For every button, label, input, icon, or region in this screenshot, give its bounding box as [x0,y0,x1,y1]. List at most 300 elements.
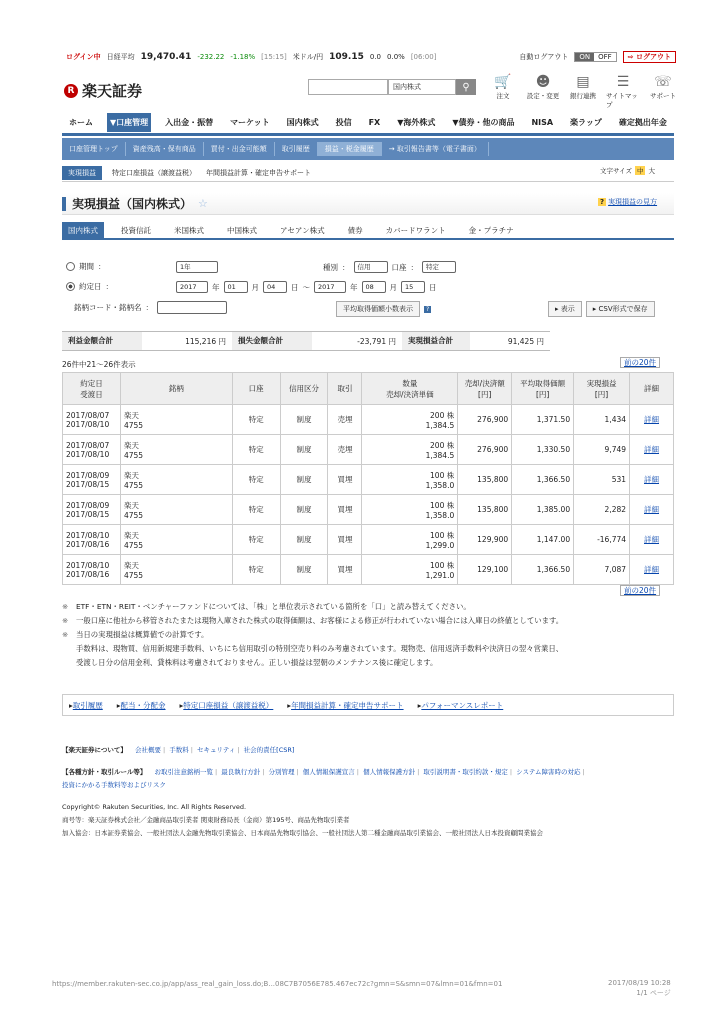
detail-link[interactable]: 詳細 [630,495,674,525]
table-row [63,435,674,465]
th-account: 口座 [232,373,280,405]
font-size-label: 文字サイズ [600,167,632,175]
fx-label: 米ドル/円 [292,53,324,61]
footer-link[interactable]: 会社概要 [134,746,161,754]
decimal-display-button[interactable]: 平均取得価額小数表示 [336,301,420,317]
note-bullet: ※ [62,630,69,639]
main-nav [62,112,674,136]
stock-name: 楽天 [123,560,139,570]
tab-gold[interactable]: 金・プラチナ [468,225,514,235]
totals-bar [62,331,550,351]
nav-dc-pension[interactable]: 確定拠出年金 [618,118,667,127]
prev-page-link[interactable]: 前の20件 [620,357,660,368]
profit-value: 115,216 円 [185,336,226,346]
th-kind: 取引 [328,373,362,405]
footer-link[interactable]: 分別管理 [268,768,295,776]
order-button[interactable] [486,74,520,109]
type-label: 種別 [323,262,338,272]
profit-label: 利益金額合計 [62,332,142,350]
detail-link[interactable]: 詳細 [630,405,674,435]
product-tabs [62,222,674,240]
help-icon[interactable]: ? [426,305,430,313]
period-select[interactable]: 1年 [176,261,218,273]
cell-kind: 買埋 [328,495,362,525]
nav-home[interactable]: ホーム [69,118,93,127]
note-item [62,600,674,614]
link-label: パフォーマンスレポート [421,700,504,710]
account-select[interactable]: 特定 [422,261,456,273]
table-header [63,373,674,405]
cell-pl: -16,774 [574,525,630,555]
user-icon: ☻ [535,74,551,90]
trade-date: 2017/08/09 [66,500,110,510]
link-label: 配当・分配金 [120,700,166,710]
brand-name: 楽天証券 [82,82,143,100]
period-radio[interactable] [66,262,75,271]
cell-name [120,465,232,495]
fx-change: 0.0 [369,53,382,61]
cell-dates [63,495,121,525]
stock-code: 4755 [123,570,144,580]
cell-account: 特定 [232,495,280,525]
link-dividends[interactable]: ▸配当・分配金 [116,700,166,710]
footer-link[interactable]: 最良執行方針 [221,768,261,776]
sep: | [509,768,513,776]
th-price: 売却/決済単価 [386,389,434,399]
sitemap-button[interactable] [606,74,640,109]
thirdnav-annual[interactable]: 年間損益計算・確定申告サポート [206,168,311,177]
thirdnav-tokutei[interactable]: 特定口座損益（譲渡益税） [112,168,196,177]
cell-avg: 1,366.50 [512,465,574,495]
th-dates [63,373,121,405]
sep: | [262,768,265,776]
cell-pl: 2,282 [574,495,630,525]
page-title: 実現損益（国内株式） [72,197,193,211]
bank-button[interactable] [566,74,600,109]
th-name: 銘柄 [120,373,232,405]
to-month[interactable]: 08 [362,281,386,293]
stock-name: 楽天 [123,470,139,480]
cell-avg: 1,330.50 [512,435,574,465]
prev-page-link[interactable]: 前の20件 [620,585,660,596]
day-unit: 日 [291,282,299,292]
settle-date: 2017/08/10 [66,449,110,459]
stock-name: 楽天 [123,440,139,450]
footer-about [62,744,674,757]
date-range [176,281,437,293]
detail-link[interactable]: 詳細 [630,465,674,495]
support-button[interactable] [646,74,680,109]
colon: ： [105,282,113,291]
header-icons [486,74,680,109]
th-qty-price [362,373,458,405]
cell-qty-price [362,435,458,465]
bank-label: 銀行連携 [570,92,596,100]
detail-link[interactable]: 詳細 [630,555,674,585]
sep: | [214,768,218,776]
fx-pct: 0.0% [387,53,405,61]
cell-account: 特定 [232,525,280,555]
nikkei-change: -232.22 [197,53,225,61]
stock-name: 楽天 [123,410,139,420]
stock-code: 4755 [123,510,144,520]
code-input[interactable] [157,301,227,314]
trade-date: 2017/08/07 [66,410,110,420]
tab-warrant[interactable]: カバードワラント [385,225,446,235]
loss-label: 損失金額合計 [232,332,312,350]
nav-market[interactable]: マーケット [230,118,270,127]
note-bullet: ※ [62,616,69,625]
cell-dates [63,435,121,465]
related-links [62,694,674,716]
note-item [62,642,674,656]
nikkei-time: [15:15] [261,53,287,61]
nav-funds[interactable]: 投信 [335,118,352,127]
qty: 200 株 [430,440,455,450]
link-annual[interactable]: ▸年間損益計算・確定申告サポート [287,700,404,710]
thirdnav-realized[interactable]: 実現損益 [62,166,102,180]
cell-name [120,495,232,525]
from-year[interactable]: 2017 [176,281,208,293]
subnav-buying-power[interactable]: 買付・出金可能額 [204,142,275,156]
fx-time: [06:00] [410,53,437,61]
cell-pl: 9,749 [574,435,630,465]
type-select[interactable]: 信用 [354,261,388,273]
cell-kind: 売埋 [328,435,362,465]
order-label: 注文 [496,92,510,100]
th-pl [574,373,630,405]
footer [62,744,674,840]
nav-rakuwrap[interactable]: 楽ラップ [570,118,602,127]
note-indent [62,642,70,656]
cell-account: 特定 [232,405,280,435]
tab-china[interactable]: 中国株式 [227,225,257,235]
sep: | [417,768,420,776]
cell-pl: 1,434 [574,405,630,435]
from-day[interactable]: 04 [263,281,287,293]
sep: | [356,768,359,776]
stock-name: 楽天 [123,530,139,540]
settle-date: 2017/08/16 [66,539,110,549]
footer-link[interactable]: 手数料 [169,746,189,754]
cell-kind: 買埋 [328,555,362,585]
auto-logout-label: 自動ログアウト [519,53,569,61]
nikkei-label: 日経平均 [106,53,135,61]
third-nav [62,164,674,182]
prev-page-bottom[interactable] [620,585,660,596]
help-icon: ? [600,198,605,206]
price: 1,299.0 [425,540,455,550]
nikkei-pct: -1.18% [230,53,256,61]
footer-link[interactable]: 社会的責任[CSR] [243,746,295,754]
tab-asean[interactable]: アセアン株式 [280,225,325,235]
detail-link[interactable]: 詳細 [630,435,674,465]
search-input[interactable] [308,79,388,95]
date-radio[interactable] [66,282,75,291]
qty: 100 株 [430,530,455,540]
cell-dates [63,555,121,585]
login-status: ログイン中 [66,53,101,61]
howto-label: 実現損益の見方 [608,198,658,206]
qty: 200 株 [430,410,455,420]
nav-domestic-stock[interactable]: 国内株式 [286,118,319,127]
subnav-reports[interactable]: → 取引報告書等（電子書面） [382,142,489,156]
to-day[interactable]: 15 [401,281,425,293]
settle-date: 2017/08/15 [66,509,110,519]
trade-date: 2017/08/10 [66,530,110,540]
th-detail: 詳細 [630,373,674,405]
cell-qty-price [362,555,458,585]
nav-deposit[interactable]: 入出金・振替 [165,118,214,127]
cell-amount: 129,900 [458,525,512,555]
link-performance[interactable]: ▸パフォーマンスレポート [417,700,504,710]
cell-kind: 売埋 [328,405,362,435]
footer-link[interactable]: 個人情報保護宣言 [302,768,355,776]
colon: ： [145,303,153,312]
period-row [66,261,106,272]
qty: 100 株 [430,500,455,510]
footer-link[interactable]: 個人情報保護方針 [363,768,416,776]
cell-margin: 制度 [280,465,328,495]
th-yen: [円] [594,389,609,399]
notes [62,600,674,670]
link-tokutei[interactable]: ▸特定口座損益（譲渡益税） [179,700,274,710]
title-accent [62,197,66,211]
table-row [63,405,674,435]
month-unit: 月 [389,282,397,292]
nav-nisa[interactable]: NISA [531,118,554,127]
th-pl-label: 実現損益 [586,378,617,388]
cell-name [120,405,232,435]
qty: 100 株 [430,470,455,480]
cell-avg: 1,385.00 [512,495,574,525]
cell-amount: 276,900 [458,435,512,465]
cell-account: 特定 [232,435,280,465]
cell-account: 特定 [232,555,280,585]
account-label: 口座 [391,262,407,272]
cell-avg: 1,371.50 [512,405,574,435]
realized-value: 91,425 円 [507,336,544,346]
trade-date: 2017/08/07 [66,440,110,450]
price: 1,384.5 [425,420,455,430]
cell-avg: 1,366.50 [512,555,574,585]
nav-account[interactable]: ▼口座管理 [107,113,151,132]
copyright: Copyright© Rakuten Securities, Inc. All Rights Reserved. [62,803,247,811]
cell-amount: 129,100 [458,555,512,585]
range-tilde: 〜 [302,282,310,292]
tab-funds[interactable]: 投資信託 [121,225,151,235]
toggle-on[interactable]: ON [575,53,594,61]
settings-button[interactable] [526,74,560,109]
date-row [66,281,113,292]
print-stamp [608,978,671,998]
search-icon[interactable]: ⚲ [456,79,476,95]
cell-account: 特定 [232,465,280,495]
company-info: 商号等：楽天証券株式会社／金融商品取引業者 関東財務局長（金商）第195号、商品先物取引業者 [62,816,350,824]
footer-link[interactable]: システム障害時の対応 [516,768,581,776]
cell-pl: 531 [574,465,630,495]
about-label: 【楽天証券について】 [62,746,127,754]
header-search [308,78,476,96]
date-label: 約定日 [79,282,102,291]
nav-foreign-stock[interactable]: ▼海外株式 [397,118,436,127]
cell-name [120,555,232,585]
note-text: 一般口座に他社から移管されたまたは現物入庫された株式の取得価額は、お客様による修正が行われていない場合には入庫日の終値としています。 [76,616,564,625]
footer-policy [62,766,674,779]
print-datetime: 2017/08/19 10:28 [608,979,671,987]
howto-link[interactable] [598,197,657,207]
stock-code: 4755 [123,450,144,460]
day-unit: 日 [429,282,437,292]
sitemap-icon: ☰ [616,74,630,90]
link-label: 年間損益計算・確定申告サポート [291,700,404,710]
subnav-top[interactable]: 口座管理トップ [62,142,126,156]
cell-dates [63,405,121,435]
sep: | [296,768,299,776]
note-item [62,614,674,628]
logout-label: ログアウト [636,53,671,61]
cell-margin: 制度 [280,435,328,465]
tab-domestic[interactable]: 国内株式 [62,222,104,239]
cell-name [120,525,232,555]
cart-icon: 🛒 [494,74,512,90]
footer-link[interactable]: セキュリティ [197,746,236,754]
font-size-large[interactable]: 大 [648,167,655,175]
qty: 100 株 [430,560,455,570]
cell-qty-price [362,405,458,435]
phone-icon: ☏ [654,74,672,90]
table-row [63,555,674,585]
th-qty: 数量 [402,378,418,388]
logout-button[interactable]: ⇨ ログアウト [623,51,676,63]
footer-link[interactable]: 取引説明書・取引約款・規定 [423,768,508,776]
policy-label: 【各種方針・取引ルール等】 [62,768,147,776]
show-button[interactable]: ▸ 表示 [548,301,582,317]
stock-code: 4755 [123,420,144,430]
detail-link[interactable]: 詳細 [630,525,674,555]
nav-fx[interactable]: FX [368,118,381,127]
th-avg [512,373,574,405]
note-text: ETF・ETN・REIT・ベンチャーファンドについては、「株」と単位表示されている箇所を「口」と読み替えてください。 [76,602,471,611]
cell-amount: 135,800 [458,465,512,495]
month-unit: 月 [251,282,259,292]
th-amount [458,373,512,405]
status-bar [66,50,676,64]
year-unit: 年 [350,282,358,292]
tab-us[interactable]: 米国株式 [174,225,204,235]
cell-qty-price [362,465,458,495]
sep: | [582,768,585,776]
print-url: https://member.rakuten-sec.co.jp/app/ass_real_gain_loss.do;B...08C7B7056E785.467ec72c?gmn=S&smn=07&lmn=01&fmn=01 [52,980,503,988]
link-label: 特定口座損益（譲渡益税） [183,700,274,710]
nav-bonds[interactable]: ▼債券・他の商品 [452,118,515,127]
settings-label: 設定・変更 [526,92,560,100]
cell-qty-price [362,525,458,555]
note-text: 受渡し日分の信用金利、貸株料は考慮されておりません。正しい損益は翌朝のメンテナンス後に確定します。 [76,658,438,667]
colon: ： [410,262,418,272]
cell-margin: 制度 [280,405,328,435]
prev-page-top[interactable] [620,357,660,368]
footer-link[interactable]: お取引注意銘柄一覧 [154,768,213,776]
note-text: 当日の実現損益は概算値での計算です。 [76,630,209,639]
from-month[interactable]: 01 [224,281,248,293]
cell-kind: 買埋 [328,465,362,495]
realized-pl-table [62,372,674,585]
cell-dates [63,525,121,555]
period-label: 期間 [79,262,94,271]
th-margin: 信用区分 [280,373,328,405]
favorite-star-icon[interactable]: ☆ [198,197,208,210]
table-row [63,525,674,555]
print-page: 1/1 ページ [636,989,671,997]
colon: ： [342,262,350,272]
csv-button[interactable]: ▸ CSV形式で保存 [586,301,655,317]
period-field [176,261,218,273]
subnav-pl-tax[interactable]: 損益・税金履歴 [318,142,382,156]
th-settle-date: 受渡日 [80,389,103,399]
tab-bonds[interactable]: 債券 [347,225,363,235]
font-size-control [600,166,655,175]
sep: | [237,746,240,754]
price: 1,358.0 [425,480,455,490]
cell-margin: 制度 [280,495,328,525]
th-avg-label: 平均取得価額 [520,378,566,388]
nikkei-value: 19,470.41 [140,52,192,62]
cell-amount: 135,800 [458,495,512,525]
toggle-off[interactable]: OFF [598,53,612,61]
table-row [63,465,674,495]
subnav-history[interactable]: 取引履歴 [275,142,318,156]
cell-pl: 7,087 [574,555,630,585]
note-item [62,656,674,670]
stock-name: 楽天 [123,500,139,510]
cell-dates [63,465,121,495]
sub-nav [62,138,674,160]
link-label: 取引履歴 [72,700,103,710]
to-year[interactable]: 2017 [314,281,346,293]
code-row [74,301,227,314]
action-buttons [548,301,655,317]
subnav-balance[interactable]: 資産残高・保有商品 [126,142,204,156]
note-text: 手数料は、現物買、信用新規建手数料、いちにち信用取引の特別空売り料のみ考慮されています。現物売、信用返済手数料や決済日の翌々営業日、 [76,644,564,653]
settle-date: 2017/08/16 [66,569,110,579]
realized-label: 実現損益合計 [402,332,470,350]
cell-avg: 1,147.00 [512,525,574,555]
settle-date: 2017/08/10 [66,419,110,429]
settle-date: 2017/08/15 [66,479,110,489]
type-account-row [323,261,456,273]
market-select[interactable]: 国内株式 [388,79,456,95]
footer-link[interactable]: 投資にかかる手数料等およびリスク [62,781,166,789]
font-size-medium[interactable]: 中 [636,167,644,175]
trade-date: 2017/08/09 [66,470,110,480]
th-amount-label: 売却/決済額 [464,378,505,388]
note-indent [62,656,70,670]
note-item [62,628,674,642]
support-label: サポート [650,92,676,100]
rakuten-logo-icon: R [64,84,78,98]
sep: | [190,746,193,754]
results-count: 26件中21〜26件表示 [62,360,136,369]
brand-logo[interactable] [64,80,142,101]
code-label: 銘柄コード・銘柄名 [74,303,142,312]
cell-margin: 制度 [280,525,328,555]
price: 1,384.5 [425,450,455,460]
decimal-row [336,301,431,317]
cell-margin: 制度 [280,555,328,585]
link-trade-history[interactable]: ▸取引履歴 [69,700,103,710]
auto-logout-toggle[interactable] [574,52,616,62]
